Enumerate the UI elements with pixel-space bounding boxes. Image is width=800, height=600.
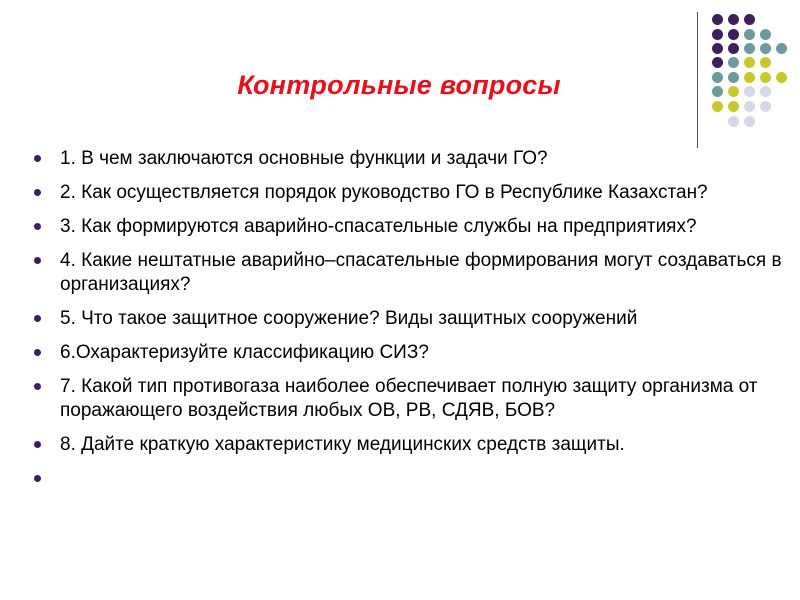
decorative-dot [712,101,723,112]
question-list [32,147,784,467]
list-item: 6.Охарактеризуйте классификацию СИЗ? [32,341,784,365]
decorative-dot [712,72,723,83]
bullet-icon [34,223,41,230]
decorative-dot [760,29,771,40]
decorative-dot [728,14,739,25]
decorative-dot [760,86,771,97]
bullet-icon [34,349,41,356]
decorative-dot [744,116,755,127]
decorative-dot [744,86,755,97]
decorative-dot [776,43,787,54]
decorative-dot [744,72,755,83]
decorative-dot [728,101,739,112]
decorative-dot [760,43,771,54]
decorative-dot [760,72,771,83]
list-item: 5. Что такое защитное сооружение? Виды защитных сооружений [32,307,784,331]
decorative-dot-grid [0,0,800,140]
decorative-dot [744,43,755,54]
bullet-icon [34,475,41,482]
decorative-dot [744,14,755,25]
bullet-icon [34,155,41,162]
bullet-icon [34,441,41,448]
list-item: 7. Какой тип противогаза наиболее обеспечивает полную защиту организма от поражающего воздействия любых ОВ, РВ, СДЯВ, БОВ? [32,375,784,423]
decorative-dot [712,29,723,40]
list-item: 8. Дайте краткую характеристику медицинских средств защиты. [32,433,784,457]
decorative-dot [744,29,755,40]
decorative-dot [728,57,739,68]
list-item: 1. В чем заключаются основные функции и задачи ГО? [32,147,784,171]
bullet-icon [34,315,41,322]
decorative-dot [712,43,723,54]
decorative-dot [760,101,771,112]
decorative-dot [728,116,739,127]
decorative-dot [712,14,723,25]
bullet-icon [34,383,41,390]
decorative-dot [728,43,739,54]
decorative-dot [728,29,739,40]
decorative-dot [776,72,787,83]
decorative-dot [712,57,723,68]
list-item: 4. Какие нештатные аварийно–спасательные формирования могут создаваться в организациях? [32,249,784,297]
bullet-icon [34,257,41,264]
list-item: 3. Как формируются аварийно-спасательные службы на предприятиях? [32,215,784,239]
list-item: 2. Как осуществляется порядок руководство ГО в Республике Казахстан? [32,181,784,205]
decorative-dot [744,57,755,68]
decorative-dot [744,101,755,112]
decorative-dot [712,86,723,97]
bullet-icon [34,189,41,196]
decorative-dot [728,86,739,97]
slide-title: Контрольные вопросы [237,70,561,100]
decorative-dot [728,72,739,83]
decorative-dot [760,57,771,68]
